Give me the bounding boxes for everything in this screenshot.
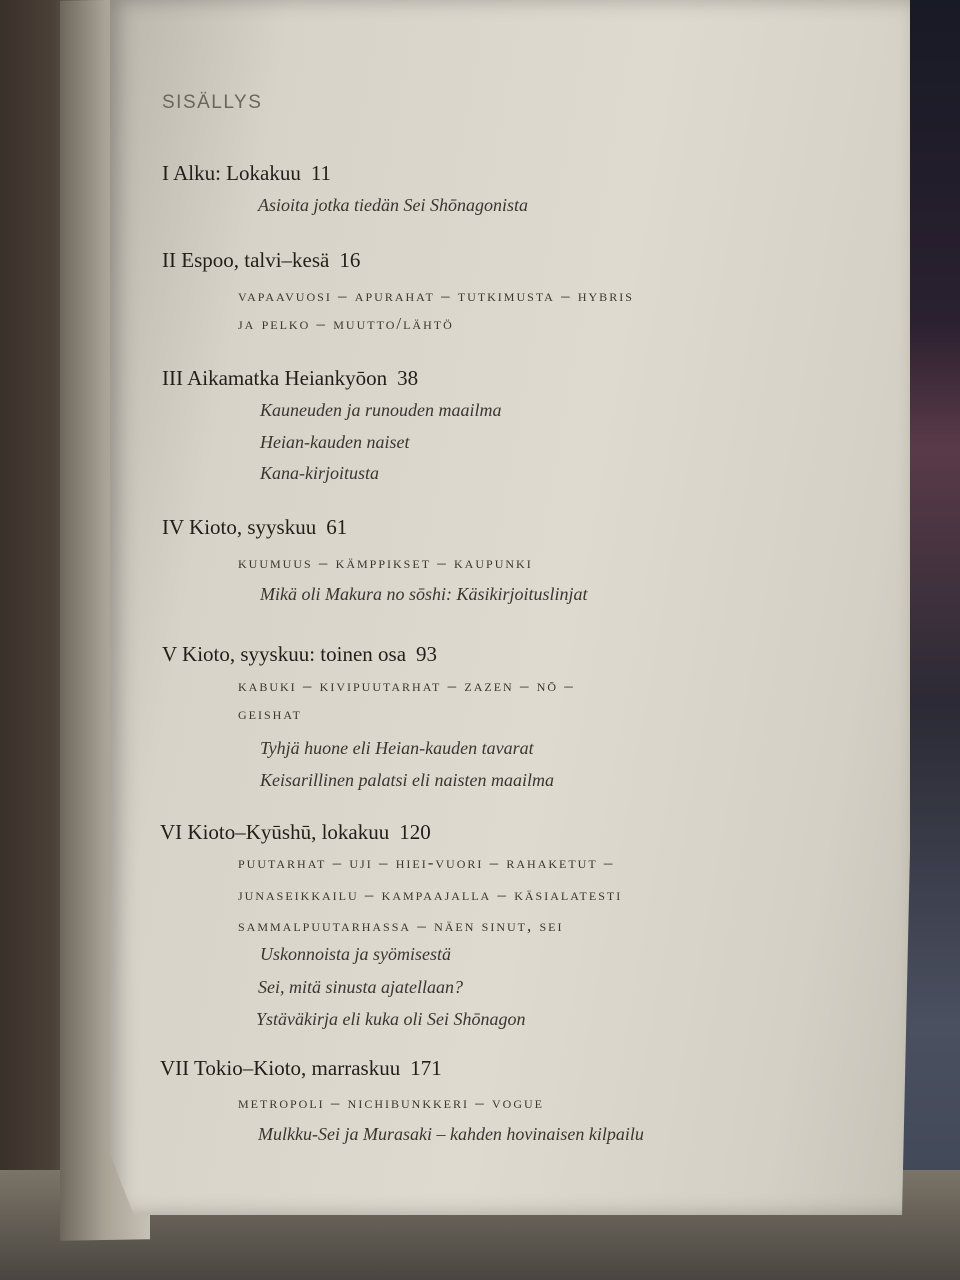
- chapter-page-number: 120: [399, 820, 431, 844]
- toc-subsection: puutarhat – uji – hiei-vuori – rahaketut –: [238, 853, 615, 872]
- chapter-page-number: 38: [397, 366, 419, 390]
- toc-chapter: [160, 820, 431, 845]
- toc-subsection: Kana-kirjoitusta: [260, 463, 380, 483]
- chapter-page-number: 93: [416, 642, 438, 666]
- chapter-title: VI Kioto–Kyūshū, lokakuu: [160, 820, 390, 844]
- toc-subsection: kabuki – kivipuutarhat – zazen – nō –: [238, 676, 575, 695]
- toc-subsection: vapaavuosi – apurahat – tutkimusta – hybris: [238, 286, 634, 305]
- toc-chapter: [162, 248, 360, 273]
- toc-subsection: Tyhjä huone eli Heian-kauden tavarat: [260, 738, 534, 758]
- toc-chapter: [162, 515, 347, 540]
- toc-subsection: sammalpuutarhassa – näen sinut, sei: [238, 916, 564, 935]
- toc-subsection: Ystäväkirja eli kuka oli Sei Shōnagon: [256, 1009, 526, 1029]
- toc-subsection: Mikä oli Makura no sōshi: Käsikirjoituslinjat: [260, 584, 588, 604]
- chapter-title: III Aikamatka Heiankyōon: [162, 366, 388, 390]
- toc-subsection: ja pelko – muutto/lähtö: [238, 314, 454, 333]
- chapter-title: I Alku: Lokakuu: [162, 161, 301, 185]
- toc-chapter: [160, 1056, 442, 1081]
- chapter-page-number: 16: [339, 248, 361, 272]
- chapter-title: II Espoo, talvi–kesä: [162, 248, 330, 272]
- toc-subsection: kuumuus – kämppikset – kaupunki: [238, 553, 533, 572]
- chapter-page-number: 171: [410, 1056, 442, 1080]
- toc-chapter: [162, 642, 437, 667]
- toc-subsection: Uskonnoista ja syömisestä: [260, 944, 451, 964]
- chapter-page-number: 11: [310, 161, 332, 185]
- toc-subsection: Kauneuden ja runouden maailma: [260, 400, 502, 420]
- toc-subsection: junaseikkailu – kampaajalla – käsialatesti: [238, 885, 623, 904]
- toc-chapter: [162, 366, 418, 391]
- toc-subsection: metropoli – nichibunkkeri – vogue: [238, 1093, 544, 1112]
- toc-subsection: Mulkku-Sei ja Murasaki – kahden hovinaisen kilpailu: [258, 1124, 644, 1144]
- chapter-title: V Kioto, syyskuu: toinen osa: [162, 642, 407, 666]
- toc-subsection: Keisarillinen palatsi eli naisten maailma: [260, 770, 554, 790]
- toc-subsection: Asioita jotka tiedän Sei Shōnagonista: [258, 195, 528, 215]
- chapter-title: VII Tokio–Kioto, marraskuu: [160, 1056, 401, 1080]
- toc-chapter: [162, 161, 331, 186]
- toc-heading: SISÄLLYS: [162, 92, 263, 113]
- toc-subsection: geishat: [238, 704, 302, 723]
- toc-subsection: Sei, mitä sinusta ajatellaan?: [258, 977, 463, 997]
- chapter-page-number: 61: [326, 515, 348, 539]
- chapter-title: IV Kioto, syyskuu: [162, 515, 317, 539]
- toc-subsection: Heian-kauden naiset: [260, 432, 410, 452]
